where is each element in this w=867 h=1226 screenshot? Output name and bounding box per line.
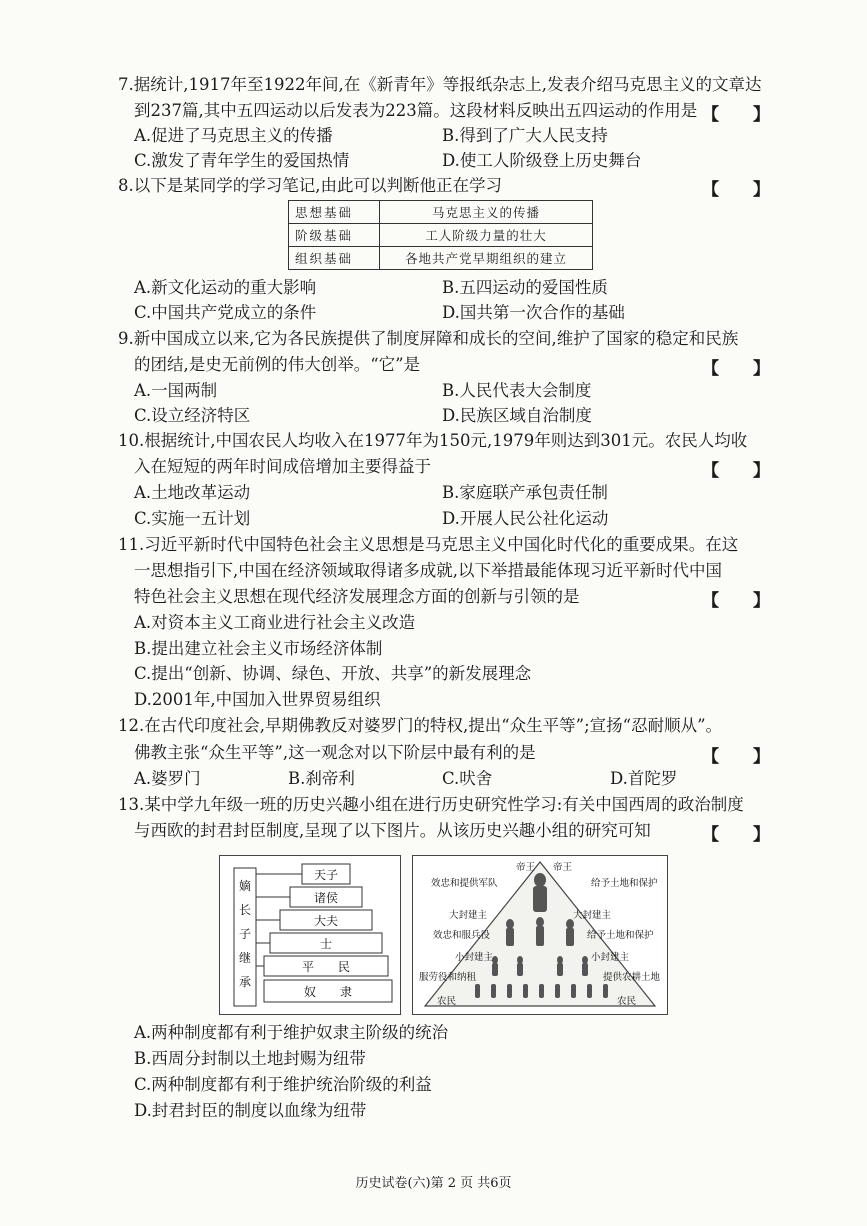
- table-key: 阶级基础: [289, 224, 380, 247]
- q10-option-b[interactable]: B.家庭联产承包责任制: [442, 483, 608, 502]
- q11-stem-line3: 特色社会主义思想在现代经济发展理念方面的创新与引领的是: [134, 587, 580, 606]
- q12-option-d[interactable]: D.首陀罗: [610, 769, 678, 788]
- q8-option-d[interactable]: D.国共第一次合作的基础: [442, 303, 625, 322]
- label-left: 效忠和服兵役: [433, 930, 491, 941]
- table-row: [289, 224, 593, 247]
- q11-stem-line1: 11.习近平新时代中国特色社会主义思想是马克思主义中国化时代化的重要成果。在这: [118, 535, 739, 554]
- q13-option-c[interactable]: C.两种制度都有利于维护统治阶级的利益: [134, 1075, 432, 1094]
- q13-option-d[interactable]: D.封君封臣的制度以血缘为纽带: [134, 1101, 367, 1120]
- answer-bracket[interactable]: 【 】: [702, 105, 770, 125]
- answer-bracket[interactable]: 【 】: [702, 461, 770, 481]
- q7-stem-line2: 到237篇,其中五四运动以后发表为223篇。这段材料反映出五四运动的作用是: [134, 101, 698, 120]
- q9-option-b[interactable]: B.人民代表大会制度: [442, 381, 592, 400]
- q13-option-a[interactable]: A.两种制度都有利于维护奴隶主阶级的统治: [134, 1023, 449, 1042]
- feudal-pyramid-figure: [412, 855, 668, 1015]
- q9-stem-line2: 的团结,是史无前例的伟大创举。“它”是: [134, 355, 421, 374]
- q7-stem-line1: 7.据统计,1917年至1922年间,在《新青年》等报纸杂志上,发表介绍马克思主义的文章达: [118, 75, 762, 94]
- label-right: 给予土地和保护: [587, 930, 654, 941]
- table-value: 马克思主义的传播: [380, 201, 593, 224]
- label-top-left: 帝王: [516, 862, 536, 873]
- q12-option-c[interactable]: C.吠舍: [442, 769, 493, 788]
- level-label: 奴 隶: [303, 985, 353, 999]
- answer-bracket[interactable]: 【 】: [702, 747, 770, 767]
- q11-option-c[interactable]: C.提出“创新、协调、绿色、开放、共享”的新发展理念: [134, 664, 532, 683]
- q13-stem-line2: 与西欧的封君封臣制度,呈现了以下图片。从该历史兴趣小组的研究可知: [134, 821, 651, 840]
- q9-stem-line1: 9.新中国成立以来,它为各民族提供了制度屏障和成长的空间,维护了国家的稳定和民族: [118, 329, 739, 348]
- level-label: 诸侯: [313, 891, 339, 905]
- level-label: 士: [319, 937, 333, 951]
- q10-option-a[interactable]: A.土地改革运动: [134, 483, 251, 502]
- q7-option-d[interactable]: D.使工人阶级登上历史舞台: [442, 151, 642, 170]
- hierarchy-diagram: [220, 856, 400, 1014]
- q10-stem-line2: 入在短短的两年时间成倍增加主要得益于: [134, 457, 431, 476]
- q11-option-b[interactable]: B.提出建立社会主义市场经济体制: [134, 639, 383, 658]
- q7-option-c[interactable]: C.激发了青年学生的爱国热情: [134, 151, 350, 170]
- q12-stem-line1: 12.在古代印度社会,早期佛教反对婆罗门的特权,提出“众生平等”;宣扬“忍耐顺从”。: [118, 716, 723, 735]
- q12-option-b[interactable]: B.刹帝利: [288, 769, 355, 788]
- label-right: 提供农耕土地: [603, 972, 661, 983]
- q8-option-b[interactable]: B.五四运动的爱国性质: [442, 278, 608, 297]
- label-top-right: 帝王: [553, 862, 573, 873]
- answer-bracket[interactable]: 【 】: [702, 825, 770, 845]
- label-left: 效忠和提供军队: [431, 878, 498, 889]
- q7-option-a[interactable]: A.促进了马克思主义的传播: [134, 126, 333, 145]
- q12-option-a[interactable]: A.婆罗门: [134, 769, 201, 788]
- table-key: 思想基础: [289, 201, 380, 224]
- study-notes-table: [288, 200, 593, 270]
- q9-option-c[interactable]: C.设立经济特区: [134, 406, 251, 425]
- label-right: 农民: [617, 996, 637, 1007]
- answer-bracket[interactable]: 【 】: [702, 180, 770, 200]
- side-label: 继: [238, 951, 252, 965]
- label-right: 大封建主: [573, 910, 612, 921]
- q13-stem-line1: 13.某中学九年级一班的历史兴趣小组在进行历史研究性学习:有关中国西周的政治制度: [118, 795, 744, 814]
- q10-stem-line1: 10.根据统计,中国农民人均收入在1977年为150元,1979年则达到301元。农民人均收: [118, 431, 748, 450]
- q11-stem-line2: 一思想指引下,中国在经济领域取得诸多成就,以下举措最能体现习近平新时代中国: [134, 561, 722, 580]
- q8-stem-line1: 8.以下是某同学的学习笔记,由此可以判断他正在学习: [118, 176, 502, 195]
- pyramid-diagram: [413, 856, 667, 1014]
- q12-stem-line2: 佛教主张“众生平等”,这一观念对以下阶层中最有利的是: [134, 743, 536, 762]
- page-footer: 历史试卷(六)第 2 页 共6页: [355, 1176, 512, 1191]
- q9-option-a[interactable]: A.一国两制: [134, 381, 218, 400]
- zhou-hierarchy-figure: [219, 855, 401, 1015]
- side-label: 承: [238, 975, 252, 989]
- q10-option-d[interactable]: D.开展人民公社化运动: [442, 509, 609, 528]
- q8-option-a[interactable]: A.新文化运动的重大影响: [134, 278, 317, 297]
- level-label: 平 民: [301, 960, 351, 974]
- q11-option-d[interactable]: D.2001年,中国加入世界贸易组织: [134, 690, 381, 709]
- table-key: 组织基础: [289, 247, 380, 270]
- side-label: 子: [238, 927, 252, 941]
- label-left: 农民: [437, 996, 457, 1007]
- q13-option-b[interactable]: B.西周分封制以土地封赐为纽带: [134, 1049, 366, 1068]
- answer-bracket[interactable]: 【 】: [702, 359, 770, 379]
- side-label: 嫡: [238, 879, 252, 893]
- q11-option-a[interactable]: A.对资本主义工商业进行社会主义改造: [134, 613, 416, 632]
- label-right: 小封建主: [591, 952, 630, 963]
- q8-option-c[interactable]: C.中国共产党成立的条件: [134, 303, 317, 322]
- table-row: [289, 247, 593, 270]
- side-label: 长: [238, 903, 252, 917]
- level-label: 大夫: [313, 914, 339, 928]
- label-right: 给予土地和保护: [591, 878, 658, 889]
- label-left: 小封建主: [455, 952, 494, 963]
- answer-bracket[interactable]: 【 】: [702, 591, 770, 611]
- table-row: [289, 201, 593, 224]
- table-value: 各地共产党早期组织的建立: [380, 247, 593, 270]
- q7-option-b[interactable]: B.得到了广大人民支持: [442, 126, 608, 145]
- table-value: 工人阶级力量的壮大: [380, 224, 593, 247]
- label-left: 大封建主: [449, 910, 488, 921]
- q9-option-d[interactable]: D.民族区域自治制度: [442, 406, 592, 425]
- level-label: 天子: [313, 868, 339, 882]
- q10-option-c[interactable]: C.实施一五计划: [134, 509, 251, 528]
- label-left: 服劳役和纳租: [419, 972, 477, 983]
